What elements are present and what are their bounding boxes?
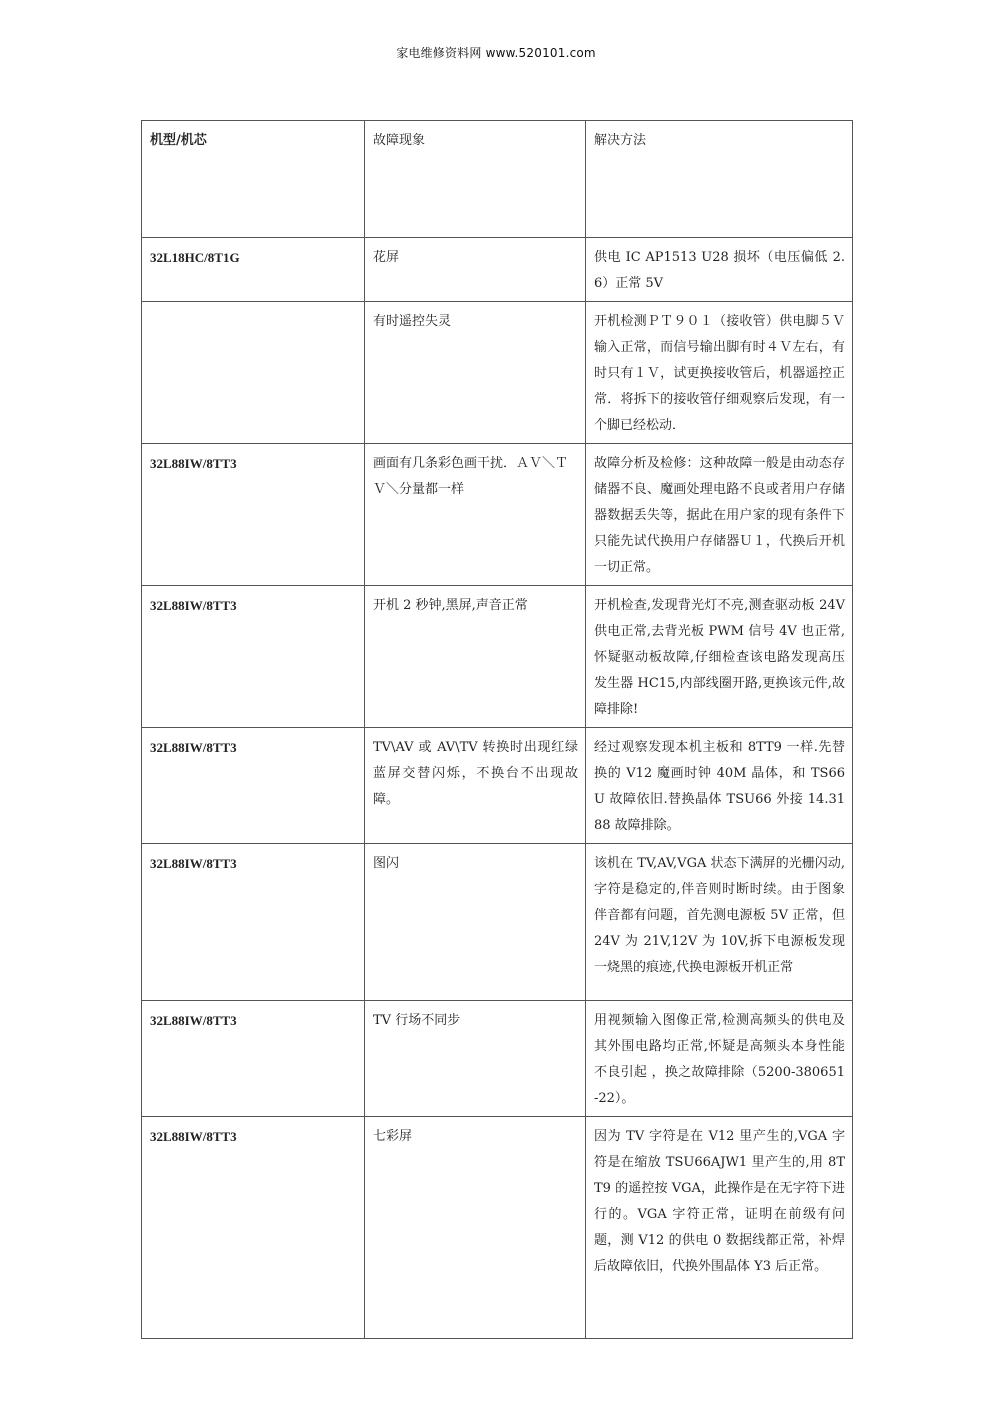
table-row (142, 302, 853, 444)
symptom-cell: TV 行场不同步 (365, 1001, 586, 1117)
table-row (142, 1117, 853, 1339)
solution-cell: 经过观察发现本机主板和 8TT9 一样.先替换的 V12 魔画时钟 40M 晶体，和 TS66U 故障依旧.替换晶体 TSU66 外接 14.3188 故障排除。 (586, 728, 853, 844)
solution-cell: 故障分析及检修：这种故障一般是由动态存储器不良、魔画处理电路不良或者用户存储器数据丢失等，据此在用户家的现有条件下只能先试代换用户存储器Ｕ１，代换后开机一切正常。 (586, 444, 853, 586)
table-row (142, 1001, 853, 1117)
header-cell-solution: 解决方法 (586, 121, 853, 238)
model-cell (142, 302, 365, 444)
header-cell-model: 机型/机芯 (142, 121, 365, 238)
solution-cell: 用视频输入图像正常,检测高频头的供电及其外围电路均正常,怀疑是高频头本身性能不良引起 ，换之故障排除（5200-380651-22）。 (586, 1001, 853, 1117)
symptom-cell: 七彩屏 (365, 1117, 586, 1339)
table-row (142, 728, 853, 844)
symptom-cell: 开机 2 秒钟,黑屏,声音正常 (365, 586, 586, 728)
symptom-cell: 图闪 (365, 844, 586, 1001)
page-header-title: 家电维修资料网 www.520101.com (396, 46, 596, 60)
symptom-cell: 花屏 (365, 238, 586, 302)
solution-cell: 因为 TV 字符是在 V12 里产生的,VGA 字符是在缩放 TSU66AJW1 里产生的,用 8TT9 的遥控按 VGA，此操作是在无字符下进行的。VGA 字符正常，证明在前级有问题，测 V12 的供电 0 数据线都正常，补焊后故障依旧，代换外围晶体 Y3 后正常。 (586, 1117, 853, 1339)
model-cell: 32L88IW/8TT3 (142, 444, 365, 586)
model-cell: 32L88IW/8TT3 (142, 586, 365, 728)
model-cell: 32L88IW/8TT3 (142, 728, 365, 844)
table-row (142, 586, 853, 728)
symptom-cell: TV\AV 或 AV\TV 转换时出现红绿蓝屏交替闪烁，不换台不出现故障。 (365, 728, 586, 844)
symptom-cell: 有时遥控失灵 (365, 302, 586, 444)
table-row (142, 844, 853, 1001)
solution-cell: 开机检测ＰＴ９０１（接收管）供电脚５Ｖ输入正常，而信号输出脚有时４Ｖ左右，有时只有１Ｖ，试更换接收管后，机器遥控正常．将拆下的接收管仔细观察后发现，有一个脚已经松动． (586, 302, 853, 444)
solution-cell: 该机在 TV,AV,VGA 状态下满屏的光栅闪动,字符是稳定的,伴音则时断时续。由于图象伴音都有问题，首先测电源板 5V 正常，但 24V 为 21V,12V 为 10V,拆下电源板发现一烧黑的痕迹,代换电源板开机正常 (586, 844, 853, 1001)
model-cell: 32L18HC/8T1G (142, 238, 365, 302)
model-cell: 32L88IW/8TT3 (142, 844, 365, 1001)
symptom-cell: 画面有几条彩色画干扰．ＡＶ＼ＴＶ＼分量都一样 (365, 444, 586, 586)
table-row (142, 444, 853, 586)
model-cell: 32L88IW/8TT3 (142, 1117, 365, 1339)
table-header-row (142, 121, 853, 238)
header-cell-symptom: 故障现象 (365, 121, 586, 238)
table-row (142, 238, 853, 302)
fault-table (141, 120, 853, 1339)
solution-cell: 开机检查,发现背光灯不亮,测查驱动板 24V 供电正常,去背光板 PWM 信号 4V 也正常,怀疑驱动板故障,仔细检查该电路发现高压发生器 HC15,内部线圈开路,更换该元件,故障排除! (586, 586, 853, 728)
solution-cell: 供电 IC AP1513 U28 损坏（电压偏低 2.6）正常 5V (586, 238, 853, 302)
model-cell: 32L88IW/8TT3 (142, 1001, 365, 1117)
